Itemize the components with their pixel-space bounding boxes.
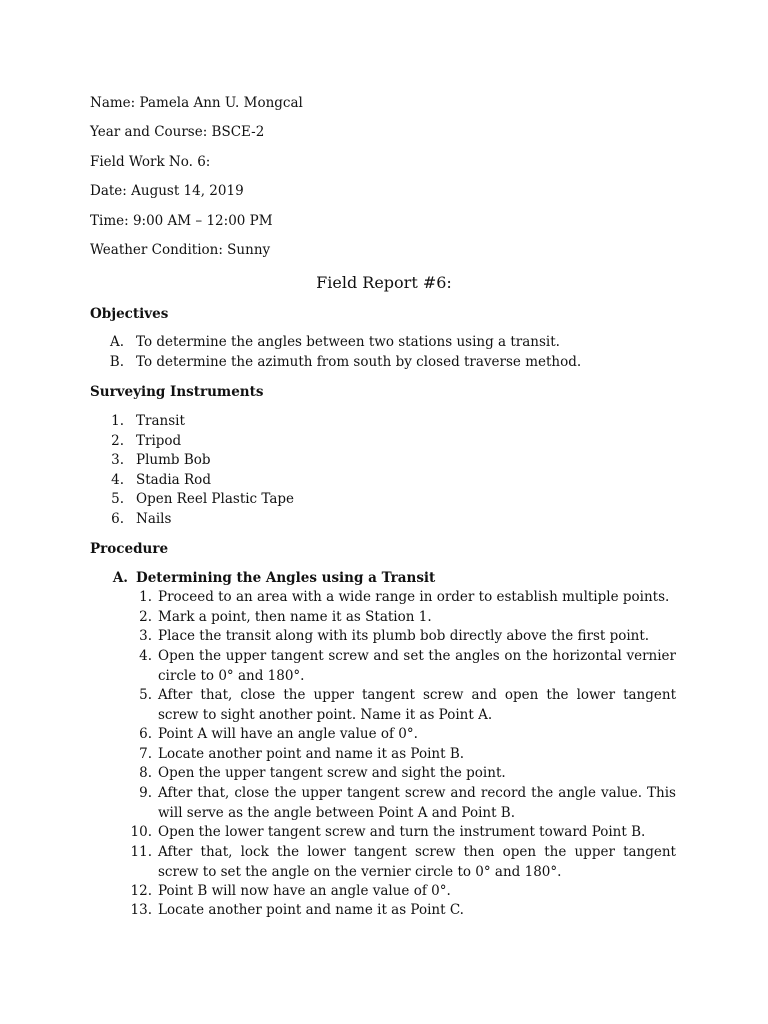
step-text: After that, lock the lower tangent screw then open the upper tangent screw to set the angle on the vernier circle to 0° and 180°. xyxy=(158,844,676,880)
instrument-item xyxy=(0,432,768,452)
list-marker: 3. xyxy=(111,452,124,468)
objective-text: To determine the angles between two stations using a transit. xyxy=(136,334,560,350)
instrument-item xyxy=(0,510,768,530)
step-text: After that, close the upper tangent screw and record the angle value. This will serve as the angle between Point A and Point B. xyxy=(158,785,676,821)
instruments-heading: Surveying Instruments xyxy=(90,384,264,400)
procedure-subsection xyxy=(0,569,768,589)
step-text: Open the upper tangent screw and sight the point. xyxy=(158,765,506,781)
instrument-text: Plumb Bob xyxy=(136,452,211,468)
weather-condition: Weather Condition: Sunny xyxy=(90,242,271,258)
subsection-title: Determining the Angles using a Transit xyxy=(136,570,436,586)
list-marker: 2. xyxy=(111,433,124,449)
list-marker: 5. xyxy=(111,491,124,507)
objective-item xyxy=(0,333,768,353)
step-number: 13. xyxy=(130,902,152,918)
list-marker: 1. xyxy=(111,413,124,429)
instrument-text: Stadia Rod xyxy=(136,472,211,488)
instrument-text: Tripod xyxy=(136,433,182,449)
instrument-text: Open Reel Plastic Tape xyxy=(136,491,295,507)
year-course: Year and Course: BSCE-2 xyxy=(90,124,265,140)
subsection-marker: A. xyxy=(112,570,128,586)
step-text: Proceed to an area with a wide range in order to establish multiple points. xyxy=(158,589,670,605)
procedure-heading: Procedure xyxy=(90,541,169,557)
step-number: 7. xyxy=(139,746,152,762)
step-number: 11. xyxy=(130,844,152,860)
instrument-item xyxy=(0,471,768,491)
step-number: 6. xyxy=(139,726,152,742)
step-number: 9. xyxy=(139,785,152,801)
list-marker: A. xyxy=(109,334,124,350)
report-time: Time: 9:00 AM – 12:00 PM xyxy=(90,213,273,229)
instrument-item xyxy=(0,451,768,471)
step-number: 3. xyxy=(139,628,152,644)
instrument-text: Transit xyxy=(136,413,185,429)
step-text: Mark a point, then name it as Station 1. xyxy=(158,609,432,625)
step-number: 2. xyxy=(139,609,152,625)
step-text: Place the transit along with its plumb bob directly above the first point. xyxy=(158,628,650,644)
step-text: After that, close the upper tangent screw and open the lower tangent screw to sight another point. Name it as Point A. xyxy=(158,687,676,723)
objective-text: To determine the azimuth from south by closed traverse method. xyxy=(136,354,582,370)
step-number: 12. xyxy=(130,883,152,899)
instrument-item xyxy=(0,412,768,432)
step-text: Point B will now have an angle value of 0°. xyxy=(158,883,451,899)
objectives-heading: Objectives xyxy=(90,306,169,322)
student-name: Name: Pamela Ann U. Mongcal xyxy=(90,95,303,111)
step-text: Open the upper tangent screw and set the angles on the horizontal vernier circle to 0° and 180°. xyxy=(158,648,676,684)
step-text: Point A will have an angle value of 0°. xyxy=(158,726,418,742)
list-marker: B. xyxy=(109,354,124,370)
report-date: Date: August 14, 2019 xyxy=(90,183,244,199)
list-marker: 4. xyxy=(111,472,124,488)
step-text: Locate another point and name it as Point C. xyxy=(158,902,464,918)
instrument-item xyxy=(0,490,768,510)
objective-item xyxy=(0,353,768,373)
list-marker: 6. xyxy=(111,511,124,527)
step-number: 1. xyxy=(139,589,152,605)
instrument-text: Nails xyxy=(136,511,172,527)
step-number: 5. xyxy=(139,687,152,703)
step-number: 8. xyxy=(139,765,152,781)
step-text: Open the lower tangent screw and turn the instrument toward Point B. xyxy=(158,824,646,840)
step-number: 4. xyxy=(139,648,152,664)
field-work-number: Field Work No. 6: xyxy=(90,154,211,170)
report-title: Field Report #6: xyxy=(316,273,452,292)
step-number: 10. xyxy=(130,824,152,840)
step-text: Locate another point and name it as Point B. xyxy=(158,746,465,762)
